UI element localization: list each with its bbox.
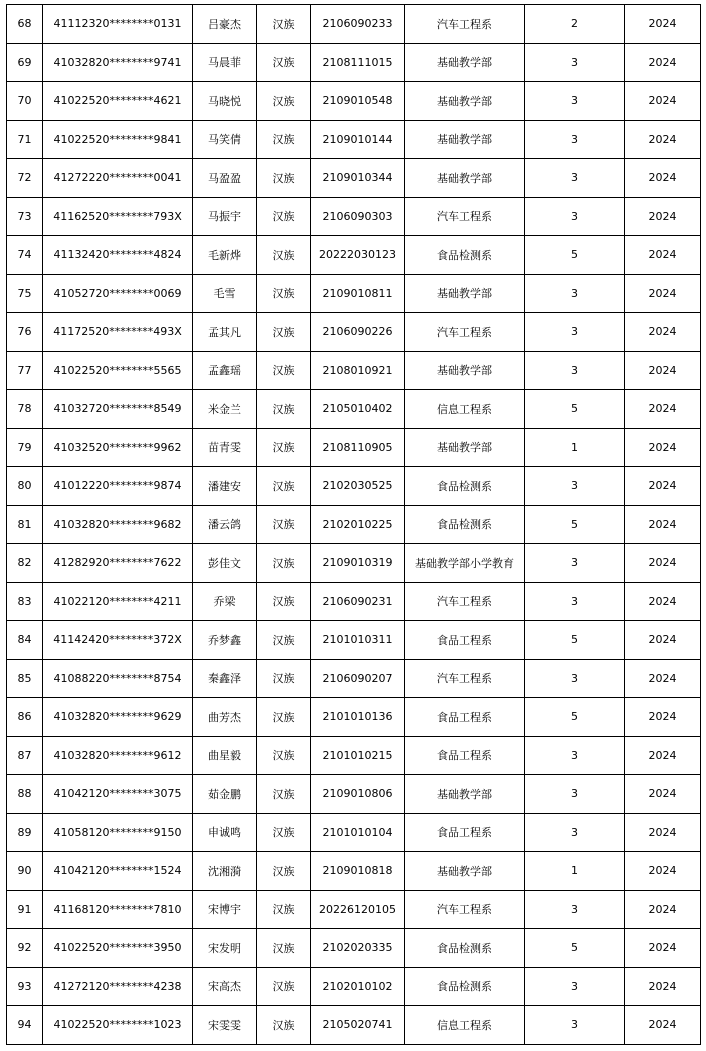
- row-number-cell: 78: [7, 390, 43, 429]
- ethnicity-cell: 汉族: [257, 852, 311, 891]
- department-cell: 基础教学部小学教育: [405, 544, 525, 583]
- id-number-cell: 41042120********1524: [43, 852, 193, 891]
- ethnicity-cell: 汉族: [257, 120, 311, 159]
- ethnicity-cell: 汉族: [257, 890, 311, 929]
- table-row: [7, 351, 701, 390]
- year-cell: 2024: [625, 351, 701, 390]
- id-number-cell: 41142420********372X: [43, 621, 193, 660]
- department-cell: 基础教学部: [405, 351, 525, 390]
- id-number-cell: 41058120********9150: [43, 813, 193, 852]
- student-id-cell: 2102020335: [311, 929, 405, 968]
- ethnicity-cell: 汉族: [257, 390, 311, 429]
- student-id-cell: 2106090233: [311, 5, 405, 44]
- table-row: [7, 505, 701, 544]
- name-cell: 彭佳文: [193, 544, 257, 583]
- year-cell: 2024: [625, 5, 701, 44]
- table-row: [7, 467, 701, 506]
- name-cell: 申诚鸣: [193, 813, 257, 852]
- year-cell: 2024: [625, 813, 701, 852]
- year-cell: 2024: [625, 43, 701, 82]
- table-row: [7, 736, 701, 775]
- ethnicity-cell: 汉族: [257, 736, 311, 775]
- name-cell: 秦鑫泽: [193, 659, 257, 698]
- table-row: [7, 274, 701, 313]
- year-cell: 2024: [625, 274, 701, 313]
- year-cell: 2024: [625, 659, 701, 698]
- id-number-cell: 41032720********8549: [43, 390, 193, 429]
- student-id-cell: 2106090226: [311, 313, 405, 352]
- ethnicity-cell: 汉族: [257, 698, 311, 737]
- ethnicity-cell: 汉族: [257, 967, 311, 1006]
- row-number-cell: 94: [7, 1006, 43, 1045]
- row-number-cell: 77: [7, 351, 43, 390]
- ethnicity-cell: 汉族: [257, 159, 311, 198]
- name-cell: 乔梁: [193, 582, 257, 621]
- id-number-cell: 41112320********0131: [43, 5, 193, 44]
- table-row: [7, 929, 701, 968]
- name-cell: 毛雪: [193, 274, 257, 313]
- department-cell: 食品工程系: [405, 736, 525, 775]
- name-cell: 马晨菲: [193, 43, 257, 82]
- id-number-cell: 41022520********4621: [43, 82, 193, 121]
- name-cell: 孟鑫瑶: [193, 351, 257, 390]
- ethnicity-cell: 汉族: [257, 82, 311, 121]
- name-cell: 乔梦鑫: [193, 621, 257, 660]
- row-number-cell: 70: [7, 82, 43, 121]
- department-cell: 汽车工程系: [405, 197, 525, 236]
- table-row: [7, 582, 701, 621]
- student-id-cell: 20222030123: [311, 236, 405, 275]
- name-cell: 苗青雯: [193, 428, 257, 467]
- ethnicity-cell: 汉族: [257, 351, 311, 390]
- department-cell: 基础教学部: [405, 120, 525, 159]
- row-number-cell: 75: [7, 274, 43, 313]
- name-cell: 马笑倩: [193, 120, 257, 159]
- department-cell: 食品检测系: [405, 505, 525, 544]
- count-cell: 3: [525, 120, 625, 159]
- year-cell: 2024: [625, 544, 701, 583]
- student-id-cell: 2102010102: [311, 967, 405, 1006]
- count-cell: 3: [525, 967, 625, 1006]
- count-cell: 3: [525, 544, 625, 583]
- department-cell: 食品检测系: [405, 967, 525, 1006]
- student-table: [6, 4, 701, 1045]
- name-cell: 宋发明: [193, 929, 257, 968]
- department-cell: 汽车工程系: [405, 313, 525, 352]
- table-row: [7, 236, 701, 275]
- year-cell: 2024: [625, 390, 701, 429]
- ethnicity-cell: 汉族: [257, 1006, 311, 1045]
- name-cell: 宋雯雯: [193, 1006, 257, 1045]
- ethnicity-cell: 汉族: [257, 621, 311, 660]
- year-cell: 2024: [625, 967, 701, 1006]
- name-cell: 吕豪杰: [193, 5, 257, 44]
- name-cell: 宋博宇: [193, 890, 257, 929]
- student-id-cell: 2109010818: [311, 852, 405, 891]
- name-cell: 沈湘漪: [193, 852, 257, 891]
- ethnicity-cell: 汉族: [257, 274, 311, 313]
- name-cell: 马振宇: [193, 197, 257, 236]
- ethnicity-cell: 汉族: [257, 505, 311, 544]
- table-row: [7, 5, 701, 44]
- department-cell: 信息工程系: [405, 1006, 525, 1045]
- table-row: [7, 313, 701, 352]
- student-id-cell: 2101010311: [311, 621, 405, 660]
- count-cell: 3: [525, 1006, 625, 1045]
- student-id-cell: 2109010811: [311, 274, 405, 313]
- row-number-cell: 68: [7, 5, 43, 44]
- row-number-cell: 74: [7, 236, 43, 275]
- table-row: [7, 698, 701, 737]
- student-id-cell: 2106090207: [311, 659, 405, 698]
- row-number-cell: 84: [7, 621, 43, 660]
- count-cell: 3: [525, 274, 625, 313]
- table-row: [7, 82, 701, 121]
- id-number-cell: 41272220********0041: [43, 159, 193, 198]
- table-row: [7, 43, 701, 82]
- name-cell: 马盈盈: [193, 159, 257, 198]
- row-number-cell: 85: [7, 659, 43, 698]
- count-cell: 5: [525, 390, 625, 429]
- row-number-cell: 72: [7, 159, 43, 198]
- table-row: [7, 621, 701, 660]
- table-row: [7, 659, 701, 698]
- name-cell: 马晓悦: [193, 82, 257, 121]
- department-cell: 食品检测系: [405, 236, 525, 275]
- id-number-cell: 41032820********9612: [43, 736, 193, 775]
- count-cell: 2: [525, 5, 625, 44]
- count-cell: 3: [525, 582, 625, 621]
- student-id-cell: 2102010225: [311, 505, 405, 544]
- year-cell: 2024: [625, 621, 701, 660]
- department-cell: 基础教学部: [405, 274, 525, 313]
- student-id-cell: 2109010344: [311, 159, 405, 198]
- department-cell: 基础教学部: [405, 775, 525, 814]
- row-number-cell: 69: [7, 43, 43, 82]
- id-number-cell: 41022520********5565: [43, 351, 193, 390]
- name-cell: 米金兰: [193, 390, 257, 429]
- id-number-cell: 41022120********4211: [43, 582, 193, 621]
- row-number-cell: 91: [7, 890, 43, 929]
- department-cell: 汽车工程系: [405, 659, 525, 698]
- row-number-cell: 71: [7, 120, 43, 159]
- student-id-cell: 2109010548: [311, 82, 405, 121]
- id-number-cell: 41042120********3075: [43, 775, 193, 814]
- year-cell: 2024: [625, 736, 701, 775]
- department-cell: 食品检测系: [405, 467, 525, 506]
- id-number-cell: 41168120********7810: [43, 890, 193, 929]
- id-number-cell: 41032820********9741: [43, 43, 193, 82]
- department-cell: 食品检测系: [405, 929, 525, 968]
- count-cell: 3: [525, 197, 625, 236]
- department-cell: 基础教学部: [405, 159, 525, 198]
- name-cell: 潘云鸽: [193, 505, 257, 544]
- row-number-cell: 92: [7, 929, 43, 968]
- student-id-cell: 2108111015: [311, 43, 405, 82]
- row-number-cell: 87: [7, 736, 43, 775]
- row-number-cell: 86: [7, 698, 43, 737]
- row-number-cell: 80: [7, 467, 43, 506]
- id-number-cell: 41272120********4238: [43, 967, 193, 1006]
- id-number-cell: 41052720********0069: [43, 274, 193, 313]
- year-cell: 2024: [625, 775, 701, 814]
- department-cell: 信息工程系: [405, 390, 525, 429]
- department-cell: 食品工程系: [405, 698, 525, 737]
- year-cell: 2024: [625, 120, 701, 159]
- ethnicity-cell: 汉族: [257, 467, 311, 506]
- id-number-cell: 41012220********9874: [43, 467, 193, 506]
- student-id-cell: 2108010921: [311, 351, 405, 390]
- count-cell: 3: [525, 43, 625, 82]
- id-number-cell: 41132420********4824: [43, 236, 193, 275]
- department-cell: 基础教学部: [405, 82, 525, 121]
- year-cell: 2024: [625, 313, 701, 352]
- ethnicity-cell: 汉族: [257, 775, 311, 814]
- student-id-cell: 20226120105: [311, 890, 405, 929]
- row-number-cell: 82: [7, 544, 43, 583]
- year-cell: 2024: [625, 1006, 701, 1045]
- student-id-cell: 2102030525: [311, 467, 405, 506]
- count-cell: 5: [525, 236, 625, 275]
- id-number-cell: 41032820********9682: [43, 505, 193, 544]
- ethnicity-cell: 汉族: [257, 813, 311, 852]
- count-cell: 3: [525, 313, 625, 352]
- count-cell: 3: [525, 659, 625, 698]
- name-cell: 潘建安: [193, 467, 257, 506]
- table-row: [7, 159, 701, 198]
- table-row: [7, 120, 701, 159]
- table-row: [7, 544, 701, 583]
- id-number-cell: 41162520********793X: [43, 197, 193, 236]
- department-cell: 基础教学部: [405, 852, 525, 891]
- student-id-cell: 2108110905: [311, 428, 405, 467]
- student-id-cell: 2101010136: [311, 698, 405, 737]
- count-cell: 3: [525, 159, 625, 198]
- row-number-cell: 93: [7, 967, 43, 1006]
- year-cell: 2024: [625, 698, 701, 737]
- table-row: [7, 890, 701, 929]
- ethnicity-cell: 汉族: [257, 313, 311, 352]
- table-row: [7, 852, 701, 891]
- ethnicity-cell: 汉族: [257, 5, 311, 44]
- count-cell: 3: [525, 82, 625, 121]
- row-number-cell: 73: [7, 197, 43, 236]
- count-cell: 3: [525, 351, 625, 390]
- id-number-cell: 41172520********493X: [43, 313, 193, 352]
- id-number-cell: 41022520********1023: [43, 1006, 193, 1045]
- name-cell: 毛新烨: [193, 236, 257, 275]
- year-cell: 2024: [625, 82, 701, 121]
- student-id-cell: 2109010144: [311, 120, 405, 159]
- ethnicity-cell: 汉族: [257, 929, 311, 968]
- department-cell: 汽车工程系: [405, 5, 525, 44]
- name-cell: 宋高杰: [193, 967, 257, 1006]
- year-cell: 2024: [625, 505, 701, 544]
- ethnicity-cell: 汉族: [257, 659, 311, 698]
- count-cell: 3: [525, 775, 625, 814]
- row-number-cell: 81: [7, 505, 43, 544]
- student-id-cell: 2109010806: [311, 775, 405, 814]
- count-cell: 5: [525, 505, 625, 544]
- count-cell: 3: [525, 813, 625, 852]
- name-cell: 茹金鹏: [193, 775, 257, 814]
- department-cell: 基础教学部: [405, 43, 525, 82]
- row-number-cell: 90: [7, 852, 43, 891]
- year-cell: 2024: [625, 582, 701, 621]
- name-cell: 曲芳杰: [193, 698, 257, 737]
- count-cell: 3: [525, 736, 625, 775]
- row-number-cell: 88: [7, 775, 43, 814]
- table-row: [7, 967, 701, 1006]
- ethnicity-cell: 汉族: [257, 197, 311, 236]
- row-number-cell: 89: [7, 813, 43, 852]
- table-row: [7, 1006, 701, 1045]
- id-number-cell: 41022520********3950: [43, 929, 193, 968]
- department-cell: 汽车工程系: [405, 890, 525, 929]
- student-id-cell: 2101010104: [311, 813, 405, 852]
- student-id-cell: 2109010319: [311, 544, 405, 583]
- id-number-cell: 41088220********8754: [43, 659, 193, 698]
- count-cell: 5: [525, 698, 625, 737]
- year-cell: 2024: [625, 467, 701, 506]
- count-cell: 5: [525, 621, 625, 660]
- ethnicity-cell: 汉族: [257, 236, 311, 275]
- year-cell: 2024: [625, 890, 701, 929]
- count-cell: 1: [525, 428, 625, 467]
- count-cell: 3: [525, 890, 625, 929]
- year-cell: 2024: [625, 197, 701, 236]
- student-id-cell: 2105020741: [311, 1006, 405, 1045]
- id-number-cell: 41032820********9629: [43, 698, 193, 737]
- count-cell: 1: [525, 852, 625, 891]
- count-cell: 5: [525, 929, 625, 968]
- student-id-cell: 2105010402: [311, 390, 405, 429]
- department-cell: 食品工程系: [405, 813, 525, 852]
- department-cell: 食品工程系: [405, 621, 525, 660]
- id-number-cell: 41022520********9841: [43, 120, 193, 159]
- year-cell: 2024: [625, 159, 701, 198]
- count-cell: 3: [525, 467, 625, 506]
- student-id-cell: 2106090231: [311, 582, 405, 621]
- row-number-cell: 79: [7, 428, 43, 467]
- table-body: [7, 5, 701, 1045]
- ethnicity-cell: 汉族: [257, 582, 311, 621]
- department-cell: 基础教学部: [405, 428, 525, 467]
- ethnicity-cell: 汉族: [257, 428, 311, 467]
- row-number-cell: 76: [7, 313, 43, 352]
- year-cell: 2024: [625, 929, 701, 968]
- id-number-cell: 41032520********9962: [43, 428, 193, 467]
- ethnicity-cell: 汉族: [257, 43, 311, 82]
- table-row: [7, 775, 701, 814]
- student-id-cell: 2101010215: [311, 736, 405, 775]
- row-number-cell: 83: [7, 582, 43, 621]
- table-row: [7, 390, 701, 429]
- table-row: [7, 813, 701, 852]
- id-number-cell: 41282920********7622: [43, 544, 193, 583]
- ethnicity-cell: 汉族: [257, 544, 311, 583]
- year-cell: 2024: [625, 236, 701, 275]
- year-cell: 2024: [625, 428, 701, 467]
- student-id-cell: 2106090303: [311, 197, 405, 236]
- table-row: [7, 428, 701, 467]
- table-row: [7, 197, 701, 236]
- name-cell: 曲星毅: [193, 736, 257, 775]
- department-cell: 汽车工程系: [405, 582, 525, 621]
- name-cell: 孟其凡: [193, 313, 257, 352]
- year-cell: 2024: [625, 852, 701, 891]
